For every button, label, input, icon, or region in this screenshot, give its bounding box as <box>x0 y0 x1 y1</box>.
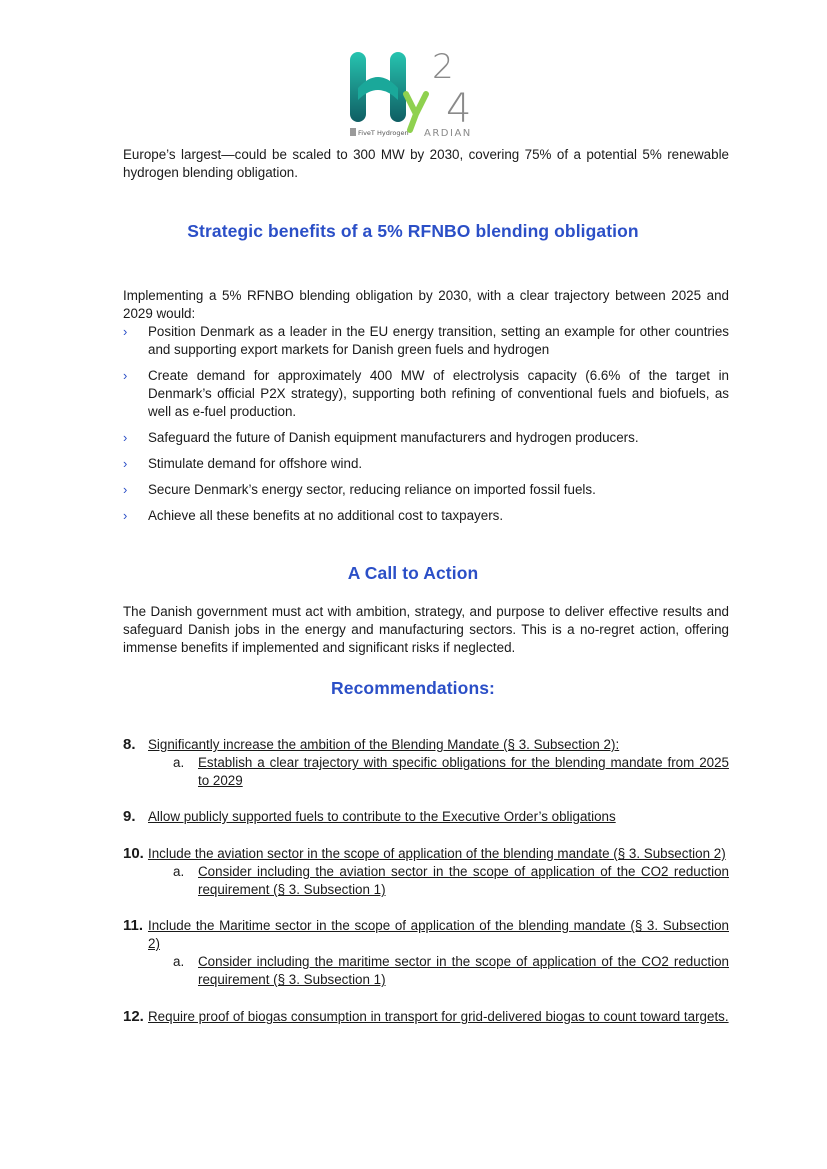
recommendation-10a <box>173 863 729 899</box>
benefits-list <box>123 323 729 533</box>
chevron-right-icon: › <box>123 368 128 383</box>
chevron-right-icon: › <box>123 456 128 471</box>
call-to-action-paragraph: The Danish government must act with ambition, strategy, and purpose to deliver effective results and safeguard Danish jobs in the energy and manufacturing sectors. This is a no-regret action, offering immense benefits if implemented and significant risks if neglected. <box>123 604 729 655</box>
recommendation-11 <box>123 917 729 953</box>
list-item <box>123 367 729 421</box>
recommendation-10 <box>123 845 729 863</box>
list-item <box>123 455 729 473</box>
logo-number-bottom: 4 <box>446 86 472 132</box>
bullet-text: Achieve all these benefits at no additional cost to taxpayers. <box>148 508 504 523</box>
recommendation-text: Include the aviation sector in the scope of application of the blending mandate (§ 3. Subsection 2) <box>148 846 726 861</box>
intro-paragraph: Europe’s largest—could be scaled to 300 MW by 2030, covering 75% of a potential 5% renewable hydrogen blending obligation. <box>123 147 729 180</box>
chevron-right-icon: › <box>123 324 128 339</box>
bullet-text: Safeguard the future of Danish equipment manufacturers and hydrogen producers. <box>148 430 639 445</box>
list-item <box>123 323 729 359</box>
sub-item-text: Consider including the aviation sector in the scope of application of the CO2 reduction requirement (§ 3. Subsection 1) <box>198 864 729 897</box>
benefits-lead: Implementing a 5% RFNBO blending obligation by 2030, with a clear trajectory between 2025 and 2029 would: <box>123 288 729 321</box>
logo-y <box>406 94 426 130</box>
recommendation-number: 8. <box>123 736 136 753</box>
recommendation-number: 9. <box>123 808 136 825</box>
logo-brand-right: ARDIAN <box>424 128 472 139</box>
sub-item-text: Consider including the maritime sector in the scope of application of the CO2 reduction requirement (§ 3. Subsection 1) <box>198 954 729 987</box>
recommendation-11a <box>173 953 729 989</box>
recommendation-9 <box>123 808 729 826</box>
benefits-heading: Strategic benefits of a 5% RFNBO blending obligation <box>187 221 639 241</box>
chevron-right-icon: › <box>123 482 128 497</box>
recommendation-text: Require proof of biogas consumption in transport for grid-delivered biogas to count toward targets. <box>148 1009 729 1024</box>
list-item <box>123 481 729 499</box>
sub-item-text: Establish a clear trajectory with specific obligations for the blending mandate from 2025 to 2029 <box>198 755 729 788</box>
list-item <box>123 429 729 447</box>
recommendation-8a <box>173 754 729 790</box>
list-item <box>123 507 729 525</box>
logo-brand-mark <box>350 128 356 136</box>
chevron-right-icon: › <box>123 430 128 445</box>
bullet-text: Secure Denmark’s energy sector, reducing reliance on imported fossil fuels. <box>148 482 596 497</box>
logo-number-top: 2 <box>432 47 454 87</box>
recommendation-number: 11. <box>123 917 144 934</box>
recommendation-number: 12. <box>123 1008 144 1025</box>
recommendation-text: Allow publicly supported fuels to contribute to the Executive Order’s obligations <box>148 809 616 824</box>
bullet-text: Position Denmark as a leader in the EU energy transition, setting an example for other countries and supporting export markets for Danish green fuels and hydrogen <box>148 324 729 357</box>
chevron-right-icon: › <box>123 508 128 523</box>
recommendation-8 <box>123 736 729 754</box>
sub-item-letter: a. <box>173 864 185 879</box>
call-to-action-heading: A Call to Action <box>347 563 479 583</box>
recommendation-12 <box>123 1008 729 1026</box>
bullet-text: Create demand for approximately 400 MW of electrolysis capacity (6.6% of the target in Denmark’s official P2X strategy), supporting both refining of conventional fuels and biofuels, as well as e-fuel production. <box>148 368 729 419</box>
sub-item-letter: a. <box>173 755 185 770</box>
bullet-text: Stimulate demand for offshore wind. <box>148 456 363 471</box>
recommendation-text: Include the Maritime sector in the scope of application of the blending mandate (§ 3. Subsection 2) <box>148 918 729 951</box>
recommendation-text: Significantly increase the ambition of the Blending Mandate (§ 3. Subsection 2): <box>148 737 620 752</box>
hy24-logo <box>346 44 486 140</box>
recommendations-heading: Recommendations: <box>331 678 495 698</box>
logo-brand-left: FiveT Hydrogen <box>358 129 409 137</box>
sub-item-letter: a. <box>173 954 185 969</box>
recommendation-number: 10. <box>123 845 144 862</box>
